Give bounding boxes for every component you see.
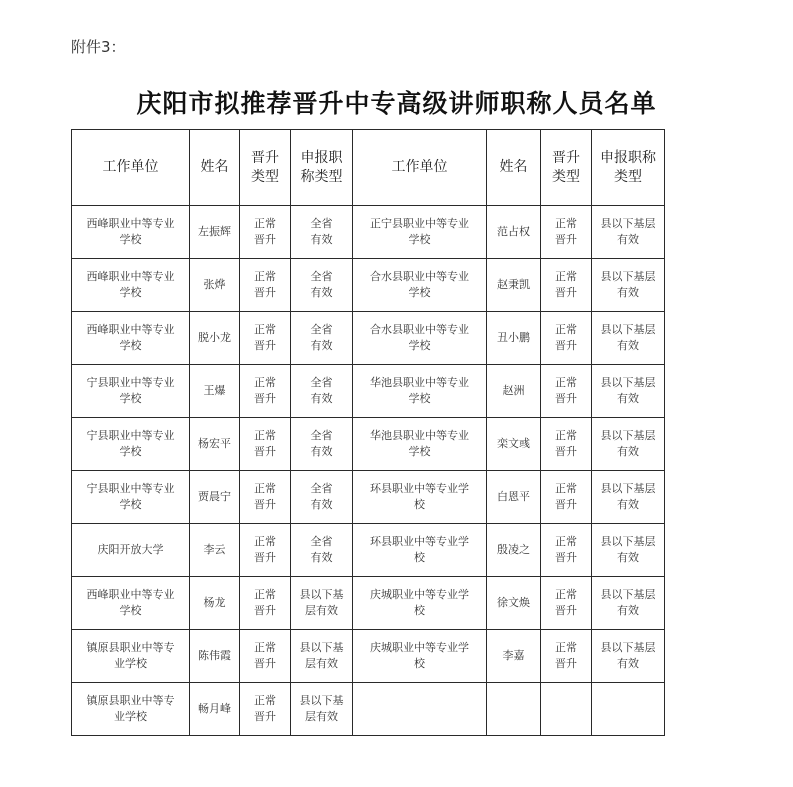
work-unit-cell: 西峰职业中等专业 学校	[72, 206, 190, 259]
title-type-cell: 县以下基层 有效	[592, 577, 665, 630]
title-type-cell: 全省 有效	[291, 312, 353, 365]
name-cell: 栾文彧	[487, 418, 541, 471]
work-unit-cell: 环县职业中等专业学 校	[353, 471, 487, 524]
header-title-type-right: 申报职称 类型	[592, 130, 665, 206]
header-title-type-left: 申报职 称类型	[291, 130, 353, 206]
title-type-cell: 全省 有效	[291, 206, 353, 259]
promotion-type-cell: 正常 晋升	[240, 471, 291, 524]
name-cell: 畅月峰	[190, 683, 240, 736]
promotion-type-cell: 正常 晋升	[541, 630, 592, 683]
table-row	[72, 471, 665, 524]
table-row	[72, 683, 665, 736]
table-header-row	[72, 130, 665, 206]
work-unit-cell: 宁县职业中等专业 学校	[72, 471, 190, 524]
work-unit-cell: 庆城职业中等专业学 校	[353, 630, 487, 683]
work-unit-cell: 庆阳开放大学	[72, 524, 190, 577]
title-type-cell: 县以下基 层有效	[291, 577, 353, 630]
table-row	[72, 524, 665, 577]
promotion-type-cell: 正常 晋升	[240, 630, 291, 683]
name-cell: 杨龙	[190, 577, 240, 630]
promotion-type-cell: 正常 晋升	[240, 418, 291, 471]
empty-cell	[353, 683, 487, 736]
table-row	[72, 206, 665, 259]
name-cell: 王爆	[190, 365, 240, 418]
work-unit-cell: 庆城职业中等专业学 校	[353, 577, 487, 630]
name-cell: 杨宏平	[190, 418, 240, 471]
title-type-cell: 县以下基层 有效	[592, 365, 665, 418]
header-promotion-type-left: 晋升 类型	[240, 130, 291, 206]
promotion-type-cell: 正常 晋升	[541, 524, 592, 577]
work-unit-cell: 环县职业中等专业学 校	[353, 524, 487, 577]
promotion-type-cell: 正常 晋升	[240, 365, 291, 418]
promotion-type-cell: 正常 晋升	[240, 259, 291, 312]
title-type-cell: 全省 有效	[291, 259, 353, 312]
name-cell: 左振辉	[190, 206, 240, 259]
title-type-cell: 县以下基层 有效	[592, 206, 665, 259]
table-row	[72, 577, 665, 630]
table-row	[72, 259, 665, 312]
attachment-label: 附件3：	[71, 38, 126, 56]
empty-cell	[592, 683, 665, 736]
work-unit-cell: 西峰职业中等专业 学校	[72, 259, 190, 312]
name-cell: 张烨	[190, 259, 240, 312]
name-cell: 范占权	[487, 206, 541, 259]
header-promotion-type-right: 晋升 类型	[541, 130, 592, 206]
work-unit-cell: 镇原县职业中等专 业学校	[72, 630, 190, 683]
title-type-cell: 全省 有效	[291, 524, 353, 577]
name-cell: 李嘉	[487, 630, 541, 683]
work-unit-cell: 西峰职业中等专业 学校	[72, 312, 190, 365]
header-work-unit-left: 工作单位	[72, 130, 190, 206]
work-unit-cell: 华池县职业中等专业 学校	[353, 418, 487, 471]
name-cell: 脱小龙	[190, 312, 240, 365]
title-type-cell: 县以下基 层有效	[291, 683, 353, 736]
promotion-type-cell: 正常 晋升	[541, 312, 592, 365]
title-type-cell: 县以下基层 有效	[592, 630, 665, 683]
promotion-type-cell: 正常 晋升	[541, 577, 592, 630]
promotion-type-cell: 正常 晋升	[541, 206, 592, 259]
work-unit-cell: 西峰职业中等专业 学校	[72, 577, 190, 630]
promotion-type-cell: 正常 晋升	[541, 259, 592, 312]
title-type-cell: 全省 有效	[291, 418, 353, 471]
work-unit-cell: 合水县职业中等专业 学校	[353, 259, 487, 312]
promotion-type-cell: 正常 晋升	[240, 206, 291, 259]
name-cell: 徐文焕	[487, 577, 541, 630]
title-type-cell: 县以下基层 有效	[592, 471, 665, 524]
name-cell: 殷凌之	[487, 524, 541, 577]
title-type-cell: 县以下基层 有效	[592, 524, 665, 577]
table-row	[72, 630, 665, 683]
title-type-cell: 县以下基层 有效	[592, 418, 665, 471]
promotion-type-cell: 正常 晋升	[541, 365, 592, 418]
promotion-type-cell: 正常 晋升	[240, 577, 291, 630]
header-name-right: 姓名	[487, 130, 541, 206]
table-row	[72, 365, 665, 418]
work-unit-cell: 合水县职业中等专业 学校	[353, 312, 487, 365]
table-row	[72, 418, 665, 471]
document-title: 庆阳市拟推荐晋升中专高级讲师职称人员名单	[136, 89, 657, 118]
name-cell: 赵洲	[487, 365, 541, 418]
work-unit-cell: 华池县职业中等专业 学校	[353, 365, 487, 418]
title-type-cell: 全省 有效	[291, 471, 353, 524]
work-unit-cell: 宁县职业中等专业 学校	[72, 418, 190, 471]
promotion-type-cell: 正常 晋升	[240, 312, 291, 365]
title-type-cell: 县以下基 层有效	[291, 630, 353, 683]
name-cell: 贾晨宁	[190, 471, 240, 524]
promotion-type-cell: 正常 晋升	[240, 683, 291, 736]
table-row	[72, 312, 665, 365]
roster-table	[71, 129, 665, 736]
empty-cell	[541, 683, 592, 736]
title-type-cell: 县以下基层 有效	[592, 259, 665, 312]
empty-cell	[487, 683, 541, 736]
title-type-cell: 全省 有效	[291, 365, 353, 418]
promotion-type-cell: 正常 晋升	[541, 471, 592, 524]
promotion-type-cell: 正常 晋升	[541, 418, 592, 471]
name-cell: 赵秉凯	[487, 259, 541, 312]
promotion-type-cell: 正常 晋升	[240, 524, 291, 577]
name-cell: 白恩平	[487, 471, 541, 524]
title-type-cell: 县以下基层 有效	[592, 312, 665, 365]
header-name-left: 姓名	[190, 130, 240, 206]
work-unit-cell: 正宁县职业中等专业 学校	[353, 206, 487, 259]
work-unit-cell: 镇原县职业中等专 业学校	[72, 683, 190, 736]
name-cell: 李云	[190, 524, 240, 577]
work-unit-cell: 宁县职业中等专业 学校	[72, 365, 190, 418]
header-work-unit-right: 工作单位	[353, 130, 487, 206]
name-cell: 陈伟霞	[190, 630, 240, 683]
name-cell: 丑小鹏	[487, 312, 541, 365]
